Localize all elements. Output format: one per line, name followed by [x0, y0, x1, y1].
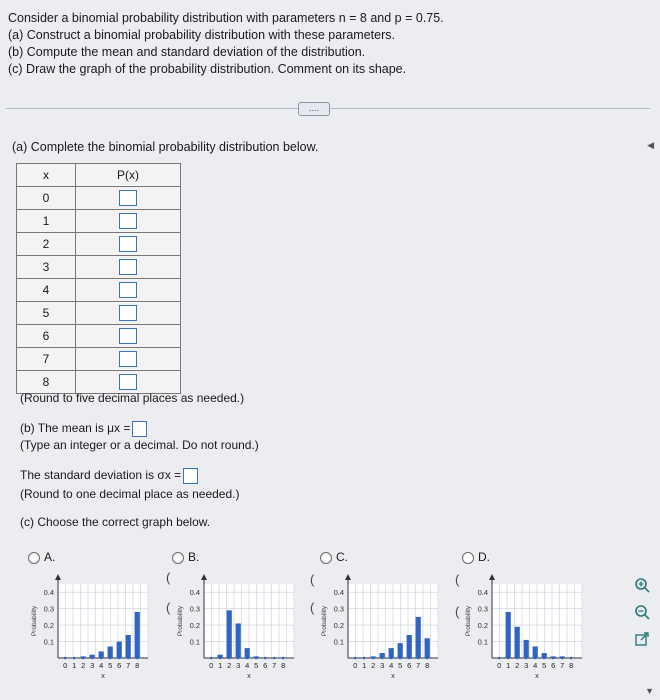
y-tick-label: 0.4	[333, 588, 344, 598]
y-axis-arrow	[489, 574, 495, 580]
px-answer-input[interactable]	[119, 236, 137, 252]
paren-mark: (	[455, 604, 460, 619]
x-axis-label: x	[101, 671, 105, 680]
y-axis-label: Probability	[321, 605, 328, 637]
x-tick-label: 6	[407, 661, 412, 670]
bar-base-dot	[73, 657, 76, 660]
round-note: (Round to five decimal places as needed.)	[20, 391, 245, 405]
px-answer-input[interactable]	[119, 190, 137, 206]
graph-option-b	[170, 570, 300, 682]
x-tick-label: 5	[108, 661, 113, 670]
bar-base-dot	[100, 657, 103, 660]
bar	[524, 640, 529, 658]
table-row	[17, 187, 181, 210]
x-tick-label: 3	[524, 661, 529, 670]
x-tick-label: 5	[542, 661, 547, 670]
bar-base-dot	[552, 657, 555, 660]
option-d-label: D.	[478, 550, 490, 564]
bar	[506, 612, 511, 658]
option-c-label: C.	[336, 550, 348, 564]
x-tick-label: 2	[227, 661, 232, 670]
x-tick-label: 3	[90, 661, 95, 670]
x-tick-label: 6	[117, 661, 122, 670]
x-tick-label: 7	[416, 661, 421, 670]
part-a-heading: (a) Complete the binomial probability distribution below.	[12, 140, 319, 154]
option-a[interactable]	[28, 550, 55, 564]
problem-part-a: (a) Construct a binomial probability distribution with these parameters.	[8, 28, 395, 42]
y-axis-label: Probability	[31, 605, 38, 637]
bar-base-dot	[570, 657, 573, 660]
x-tick-label: 3	[380, 661, 385, 670]
paren-mark: (	[166, 570, 171, 585]
y-tick-label: 0.1	[333, 637, 344, 647]
bar	[108, 646, 113, 658]
y-tick-label: 0.4	[477, 588, 488, 598]
paren-mark: (	[310, 600, 315, 615]
bar	[416, 617, 421, 658]
y-tick-label: 0.4	[189, 588, 200, 598]
bar-base-dot	[381, 657, 384, 660]
px-answer-input[interactable]	[119, 213, 137, 229]
bar	[236, 623, 241, 658]
x-axis-label: x	[391, 671, 395, 680]
px-answer-input[interactable]	[119, 351, 137, 367]
x-tick-label: 6	[551, 661, 556, 670]
x-tick-label: 1	[72, 661, 77, 670]
bar-base-dot	[64, 657, 67, 660]
bar-base-dot	[525, 657, 528, 660]
y-axis-arrow	[55, 574, 61, 580]
bar-base-dot	[228, 657, 231, 660]
bar	[398, 643, 403, 658]
x-tick-label: 0	[497, 661, 502, 670]
x-tick-label: 4	[245, 661, 250, 670]
table-row	[17, 210, 181, 233]
radio-b[interactable]	[172, 552, 184, 564]
x-tick-label: 2	[81, 661, 86, 670]
bar	[135, 612, 140, 658]
x-tick-label: 7	[560, 661, 565, 670]
y-tick-label: 0.3	[189, 604, 200, 614]
paren-mark: (	[310, 572, 315, 587]
x-tick-label: 8	[569, 661, 574, 670]
bar-base-dot	[507, 657, 510, 660]
mean-row	[20, 421, 147, 437]
x-tick-label: 5	[398, 661, 403, 670]
y-tick-label: 0.2	[43, 621, 54, 631]
part-c-prompt: (c) Choose the correct graph below.	[20, 515, 211, 529]
x-tick-label: 8	[425, 661, 430, 670]
scroll-down-arrow[interactable]: ▼	[645, 686, 654, 696]
table-row	[17, 325, 181, 348]
bar-base-dot	[363, 657, 366, 660]
col-header-px: P(x)	[76, 164, 181, 187]
x-tick-label: 0	[63, 661, 68, 670]
y-tick-label: 0.4	[43, 588, 54, 598]
bar	[126, 635, 131, 658]
bar-base-dot	[246, 657, 249, 660]
x-tick-label: 7	[272, 661, 277, 670]
x-value: 6	[17, 325, 76, 348]
x-tick-label: 4	[533, 661, 538, 670]
y-tick-label: 0.1	[43, 637, 54, 647]
option-c[interactable]	[320, 550, 348, 564]
sd-note: (Round to one decimal place as needed.)	[20, 487, 240, 501]
sd-label: The standard deviation is σx =	[20, 468, 182, 483]
expand-icon[interactable]	[634, 631, 650, 647]
bar-base-dot	[255, 657, 258, 660]
mean-label: (b) The mean is μx =	[20, 421, 131, 436]
y-tick-label: 0.3	[43, 604, 54, 614]
table-row	[17, 256, 181, 279]
bar	[425, 638, 430, 658]
y-tick-label: 0.2	[189, 621, 200, 631]
y-tick-label: 0.1	[477, 637, 488, 647]
radio-d[interactable]	[462, 552, 474, 564]
bar-base-dot	[534, 657, 537, 660]
px-answer-input[interactable]	[119, 259, 137, 275]
bar-base-dot	[264, 657, 267, 660]
bar-base-dot	[82, 657, 85, 660]
more-button[interactable]: ....	[298, 102, 330, 116]
sd-input[interactable]	[183, 468, 198, 484]
option-b[interactable]	[172, 550, 199, 564]
x-tick-label: 4	[389, 661, 394, 670]
x-tick-label: 0	[353, 661, 358, 670]
problem-part-c: (c) Draw the graph of the probability distribution. Comment on its shape.	[8, 62, 407, 76]
x-axis-label: x	[535, 671, 539, 680]
x-tick-label: 1	[506, 661, 511, 670]
graph-option-c	[314, 570, 444, 682]
table-row	[17, 279, 181, 302]
problem-statement	[8, 10, 444, 78]
bar-base-dot	[390, 657, 393, 660]
x-value: 3	[17, 256, 76, 279]
distribution-table	[16, 163, 181, 394]
bar-base-dot	[354, 657, 357, 660]
radio-c[interactable]	[320, 552, 332, 564]
graph-option-d	[458, 570, 588, 682]
x-value: 8	[17, 371, 76, 394]
bar	[515, 627, 520, 658]
x-value: 1	[17, 210, 76, 233]
y-tick-label: 0.2	[477, 621, 488, 631]
x-tick-label: 0	[209, 661, 214, 670]
bar-base-dot	[136, 657, 139, 660]
y-axis-label: Probability	[465, 605, 472, 637]
px-answer-input[interactable]	[119, 374, 137, 390]
y-axis-arrow	[201, 574, 207, 580]
graph-option-a	[24, 570, 154, 682]
bar-base-dot	[127, 657, 130, 660]
bar-base-dot	[237, 657, 240, 660]
sd-row	[20, 468, 198, 484]
bar-base-dot	[219, 657, 222, 660]
x-tick-label: 6	[263, 661, 268, 670]
table-row	[17, 233, 181, 256]
zoom-in-icon[interactable]	[634, 577, 650, 593]
bar-base-dot	[109, 657, 112, 660]
table-row	[17, 348, 181, 371]
bar-base-dot	[372, 657, 375, 660]
option-b-label: B.	[188, 550, 200, 564]
x-value: 4	[17, 279, 76, 302]
x-tick-label: 2	[515, 661, 520, 670]
y-axis-label: Probability	[177, 605, 184, 637]
scroll-up-arrow[interactable]: ◀	[647, 140, 654, 150]
x-tick-label: 7	[126, 661, 131, 670]
bar	[245, 648, 250, 658]
bar-base-dot	[408, 657, 411, 660]
y-tick-label: 0.3	[333, 604, 344, 614]
px-answer-input[interactable]	[119, 328, 137, 344]
bar	[533, 646, 538, 658]
x-tick-label: 8	[281, 661, 286, 670]
paren-mark: (	[455, 572, 460, 587]
bar-base-dot	[543, 657, 546, 660]
option-d[interactable]	[462, 550, 490, 564]
bar	[227, 610, 232, 658]
bar-base-dot	[561, 657, 564, 660]
table-row	[17, 302, 181, 325]
x-tick-label: 2	[371, 661, 376, 670]
y-tick-label: 0.3	[477, 604, 488, 614]
x-tick-label: 4	[99, 661, 104, 670]
y-tick-label: 0.1	[189, 637, 200, 647]
col-header-x: x	[17, 164, 76, 187]
mean-input[interactable]	[132, 421, 147, 437]
x-axis-label: x	[247, 671, 251, 680]
bar-base-dot	[516, 657, 519, 660]
y-axis-arrow	[345, 574, 351, 580]
radio-a[interactable]	[28, 552, 40, 564]
bar-base-dot	[210, 657, 213, 660]
problem-intro: Consider a binomial probability distribution with parameters n = 8 and p = 0.75.	[8, 11, 444, 25]
bar-base-dot	[498, 657, 501, 660]
problem-part-b: (b) Compute the mean and standard deviation of the distribution.	[8, 45, 366, 59]
zoom-out-icon[interactable]	[634, 604, 650, 620]
x-tick-label: 3	[236, 661, 241, 670]
x-tick-label: 1	[362, 661, 367, 670]
bar	[389, 648, 394, 658]
y-tick-label: 0.2	[333, 621, 344, 631]
bar	[117, 642, 122, 658]
x-tick-label: 8	[135, 661, 140, 670]
bar-base-dot	[399, 657, 402, 660]
x-value: 2	[17, 233, 76, 256]
x-value: 5	[17, 302, 76, 325]
bar-base-dot	[417, 657, 420, 660]
bar-base-dot	[282, 657, 285, 660]
x-value: 0	[17, 187, 76, 210]
paren-mark: (	[166, 600, 171, 615]
bar-base-dot	[91, 657, 94, 660]
bar-base-dot	[426, 657, 429, 660]
x-tick-label: 1	[218, 661, 223, 670]
x-tick-label: 5	[254, 661, 259, 670]
px-answer-input[interactable]	[119, 305, 137, 321]
px-answer-input[interactable]	[119, 282, 137, 298]
bar-base-dot	[273, 657, 276, 660]
option-a-label: A.	[44, 550, 56, 564]
bar	[407, 635, 412, 658]
x-value: 7	[17, 348, 76, 371]
mean-note: (Type an integer or a decimal. Do not round.)	[20, 438, 259, 452]
bar-base-dot	[118, 657, 121, 660]
